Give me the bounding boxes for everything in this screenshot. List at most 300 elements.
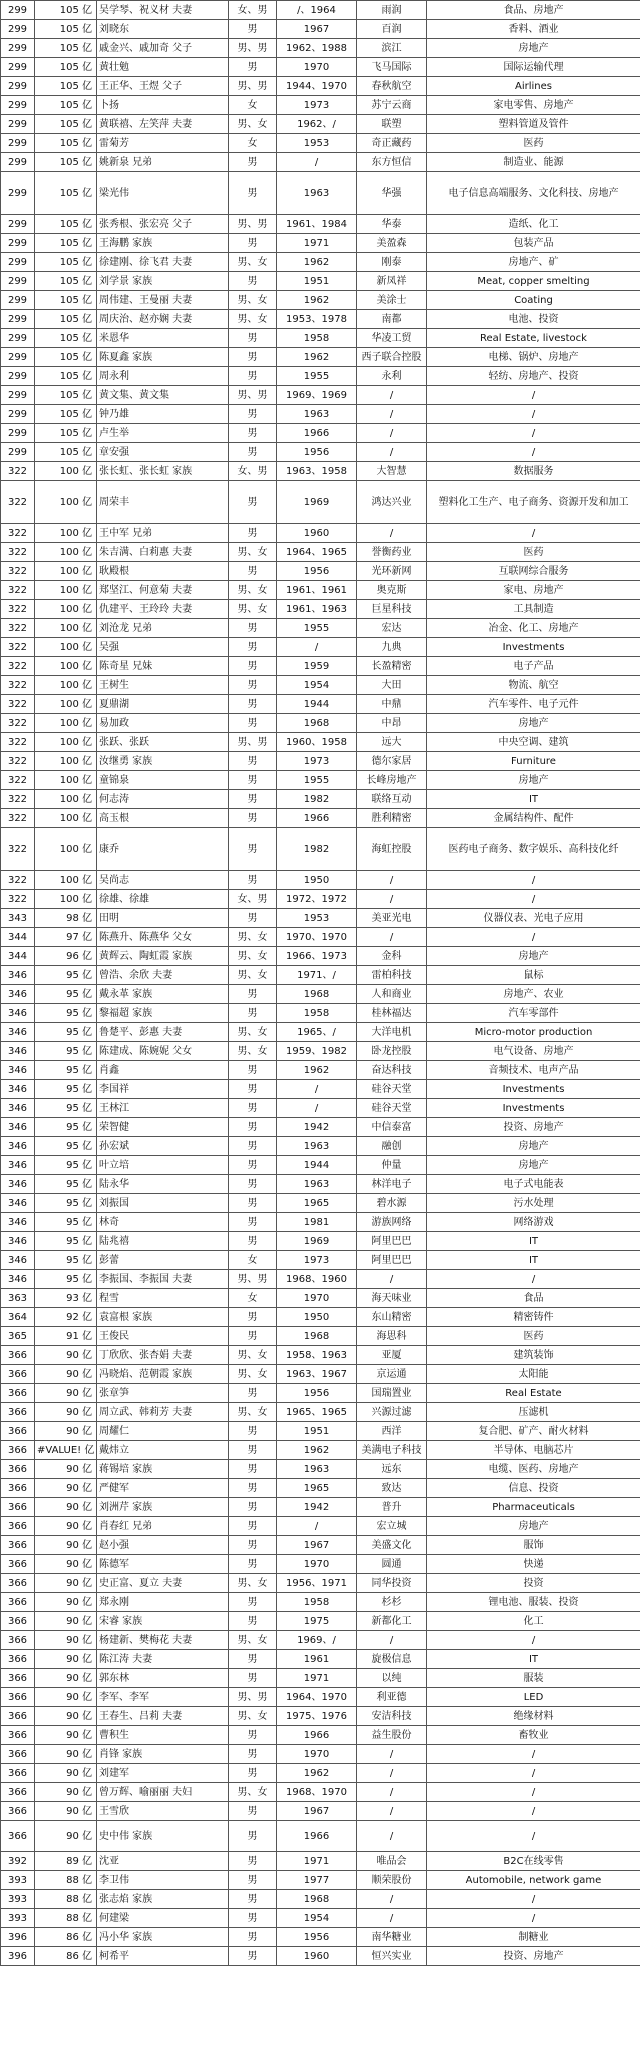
wealth-cell: 86 亿 (35, 1947, 97, 1966)
name-cell: 柯希平 (97, 1947, 229, 1966)
birth-year-cell: 1964、1965 (277, 543, 357, 562)
birth-year-cell: 1953 (277, 134, 357, 153)
company-cell: 德尔家居 (357, 752, 427, 771)
wealth-cell: 90 亿 (35, 1574, 97, 1593)
industry-cell: / (427, 890, 640, 909)
gender-cell: 男 (229, 1871, 277, 1890)
wealth-cell: 105 亿 (35, 424, 97, 443)
birth-year-cell: 1958、1963 (277, 1346, 357, 1365)
birth-year-cell: 1967 (277, 1536, 357, 1555)
name-cell: 周立武、韩莉芳 夫妻 (97, 1403, 229, 1422)
wealth-cell: 105 亿 (35, 443, 97, 462)
birth-year-cell: 1959、1982 (277, 1042, 357, 1061)
gender-cell: 男、男 (229, 77, 277, 96)
gender-cell: 男、女 (229, 1783, 277, 1802)
industry-cell: 塑料化工生产、电子商务、资源开发和加工 (427, 481, 640, 524)
table-row (1, 543, 640, 562)
rank-cell: 366 (1, 1669, 35, 1688)
wealth-cell: 95 亿 (35, 1118, 97, 1137)
name-cell: 曾浩、余欣 夫妻 (97, 966, 229, 985)
wealth-cell: 95 亿 (35, 1270, 97, 1289)
rank-cell: 393 (1, 1871, 35, 1890)
gender-cell: 男 (229, 1099, 277, 1118)
name-cell: 杨建新、樊梅花 夫妻 (97, 1631, 229, 1650)
rank-cell: 322 (1, 828, 35, 871)
company-cell: 巨星科技 (357, 600, 427, 619)
gender-cell: 女 (229, 1289, 277, 1308)
wealth-cell: 90 亿 (35, 1517, 97, 1536)
birth-year-cell: 1951 (277, 1422, 357, 1441)
industry-cell: / (427, 405, 640, 424)
table-row (1, 790, 640, 809)
company-cell: 硅谷天堂 (357, 1099, 427, 1118)
gender-cell: 男 (229, 790, 277, 809)
rank-cell: 396 (1, 1928, 35, 1947)
wealth-cell: 90 亿 (35, 1802, 97, 1821)
birth-year-cell: 1966 (277, 424, 357, 443)
gender-cell: 男 (229, 1004, 277, 1023)
rank-cell: 366 (1, 1745, 35, 1764)
table-row (1, 1023, 640, 1042)
rank-cell: 322 (1, 890, 35, 909)
company-cell: 联塑 (357, 115, 427, 134)
industry-cell: 制造业、能源 (427, 153, 640, 172)
gender-cell: 男 (229, 1745, 277, 1764)
birth-year-cell: / (277, 1517, 357, 1536)
table-row (1, 1099, 640, 1118)
industry-cell: 电子产品 (427, 657, 640, 676)
gender-cell: 男 (229, 1384, 277, 1403)
rank-cell: 322 (1, 462, 35, 481)
wealth-cell: 100 亿 (35, 524, 97, 543)
industry-cell: 家电、房地产 (427, 581, 640, 600)
rank-cell: 299 (1, 424, 35, 443)
wealth-cell: 105 亿 (35, 234, 97, 253)
table-row (1, 1688, 640, 1707)
birth-year-cell: 1965、/ (277, 1023, 357, 1042)
gender-cell: 男 (229, 752, 277, 771)
rank-cell: 393 (1, 1909, 35, 1928)
gender-cell: 男 (229, 1612, 277, 1631)
industry-cell: 房地产 (427, 39, 640, 58)
birth-year-cell: 1955 (277, 771, 357, 790)
birth-year-cell: 1944、1970 (277, 77, 357, 96)
company-cell: 苏宁云商 (357, 96, 427, 115)
company-cell: 华泰 (357, 215, 427, 234)
rank-cell: 322 (1, 809, 35, 828)
industry-cell: Real Estate, livestock (427, 329, 640, 348)
company-cell: 硅谷天堂 (357, 1080, 427, 1099)
company-cell: 西洋 (357, 1422, 427, 1441)
wealth-cell: 90 亿 (35, 1403, 97, 1422)
rank-cell: 322 (1, 562, 35, 581)
wealth-cell: 90 亿 (35, 1365, 97, 1384)
wealth-cell: 90 亿 (35, 1726, 97, 1745)
wealth-cell: 88 亿 (35, 1890, 97, 1909)
rank-cell: 366 (1, 1650, 35, 1669)
industry-cell: / (427, 1909, 640, 1928)
wealth-cell: 105 亿 (35, 367, 97, 386)
gender-cell: 男 (229, 1137, 277, 1156)
birth-year-cell: 1962 (277, 1441, 357, 1460)
birth-year-cell: 1963 (277, 405, 357, 424)
industry-cell: 金属结构件、配件 (427, 809, 640, 828)
rank-cell: 299 (1, 367, 35, 386)
company-cell: 长盈精密 (357, 657, 427, 676)
company-cell: 阿里巴巴 (357, 1251, 427, 1270)
company-cell: / (357, 1909, 427, 1928)
table-row (1, 1650, 640, 1669)
birth-year-cell: 1958 (277, 1004, 357, 1023)
wealth-cell: 105 亿 (35, 348, 97, 367)
gender-cell: 男 (229, 329, 277, 348)
gender-cell: 男 (229, 1213, 277, 1232)
rank-cell: 346 (1, 1137, 35, 1156)
table-row (1, 752, 640, 771)
company-cell: 滨江 (357, 39, 427, 58)
rank-cell: 366 (1, 1403, 35, 1422)
table-row (1, 581, 640, 600)
industry-cell: Micro-motor production (427, 1023, 640, 1042)
industry-cell: 仪器仪表、光电子应用 (427, 909, 640, 928)
name-cell: 康乔 (97, 828, 229, 871)
industry-cell: 家电零售、房地产 (427, 96, 640, 115)
industry-cell: / (427, 1890, 640, 1909)
table-row (1, 1422, 640, 1441)
industry-cell: / (427, 1764, 640, 1783)
rank-cell: 346 (1, 966, 35, 985)
birth-year-cell: 1968 (277, 714, 357, 733)
company-cell: 人和商业 (357, 985, 427, 1004)
table-row (1, 1080, 640, 1099)
table-row (1, 1175, 640, 1194)
table-row (1, 947, 640, 966)
company-cell: / (357, 524, 427, 543)
name-cell: 李振国、李振国 夫妻 (97, 1270, 229, 1289)
name-cell: 林奇 (97, 1213, 229, 1232)
gender-cell: 男 (229, 1327, 277, 1346)
rank-cell: 346 (1, 1213, 35, 1232)
gender-cell: 女 (229, 134, 277, 153)
birth-year-cell: 1956 (277, 1928, 357, 1947)
table-row (1, 1928, 640, 1947)
birth-year-cell: 1956、1971 (277, 1574, 357, 1593)
wealth-cell: 95 亿 (35, 1042, 97, 1061)
name-cell: 黄文集、黄文集 (97, 386, 229, 405)
name-cell: 冯小华 家族 (97, 1928, 229, 1947)
birth-year-cell: 1960、1958 (277, 733, 357, 752)
rank-cell: 366 (1, 1422, 35, 1441)
industry-cell: Pharmaceuticals (427, 1498, 640, 1517)
industry-cell: / (427, 443, 640, 462)
name-cell: 肖春红 兄弟 (97, 1517, 229, 1536)
wealth-cell: 90 亿 (35, 1669, 97, 1688)
name-cell: 戚金兴、戚加奇 父子 (97, 39, 229, 58)
company-cell: 大智慧 (357, 462, 427, 481)
table-row (1, 1574, 640, 1593)
industry-cell: / (427, 386, 640, 405)
company-cell: 宏立城 (357, 1517, 427, 1536)
rank-cell: 366 (1, 1555, 35, 1574)
birth-year-cell: 1965 (277, 1194, 357, 1213)
company-cell: 顺荣股份 (357, 1871, 427, 1890)
table-row (1, 1061, 640, 1080)
company-cell: 胜利精密 (357, 809, 427, 828)
wealth-cell: 95 亿 (35, 1023, 97, 1042)
table-row (1, 1631, 640, 1650)
company-cell: / (357, 1802, 427, 1821)
industry-cell: 房地产 (427, 714, 640, 733)
company-cell: / (357, 928, 427, 947)
company-cell: 西子联合控股 (357, 348, 427, 367)
table-row (1, 1947, 640, 1966)
company-cell: 飞马国际 (357, 58, 427, 77)
company-cell: 美亚光电 (357, 909, 427, 928)
company-cell: / (357, 1631, 427, 1650)
birth-year-cell: 1960 (277, 1947, 357, 1966)
gender-cell: 男 (229, 1422, 277, 1441)
name-cell: 何志涛 (97, 790, 229, 809)
rank-cell: 346 (1, 1061, 35, 1080)
name-cell: 陈夏鑫 家族 (97, 348, 229, 367)
birth-year-cell: 1964、1970 (277, 1688, 357, 1707)
birth-year-cell: 1953 (277, 909, 357, 928)
gender-cell: 男、女 (229, 1023, 277, 1042)
gender-cell: 男 (229, 828, 277, 871)
name-cell: 史中伟 家族 (97, 1821, 229, 1852)
industry-cell: 冶金、化工、房地产 (427, 619, 640, 638)
birth-year-cell: 1962、1988 (277, 39, 357, 58)
table-row (1, 58, 640, 77)
birth-year-cell: 1963、1967 (277, 1365, 357, 1384)
industry-cell: 制糖业 (427, 1928, 640, 1947)
birth-year-cell: 1973 (277, 1251, 357, 1270)
name-cell: 王海鹏 家族 (97, 234, 229, 253)
company-cell: 美盈森 (357, 234, 427, 253)
rank-cell: 299 (1, 386, 35, 405)
table-row (1, 310, 640, 329)
table-row (1, 771, 640, 790)
industry-cell: 服装 (427, 1669, 640, 1688)
wealth-cell: 90 亿 (35, 1707, 97, 1726)
gender-cell: 男、女 (229, 115, 277, 134)
rank-cell: 346 (1, 1270, 35, 1289)
industry-cell: Investments (427, 1099, 640, 1118)
name-cell: 宋睿 家族 (97, 1612, 229, 1631)
rank-cell: 366 (1, 1574, 35, 1593)
table-row (1, 1871, 640, 1890)
birth-year-cell: 1977 (277, 1871, 357, 1890)
industry-cell: 互联网综合服务 (427, 562, 640, 581)
company-cell: 远东 (357, 1460, 427, 1479)
gender-cell: 男 (229, 657, 277, 676)
gender-cell: 男 (229, 367, 277, 386)
name-cell: 刘沧龙 兄弟 (97, 619, 229, 638)
wealth-cell: 95 亿 (35, 1137, 97, 1156)
table-row (1, 1593, 640, 1612)
gender-cell: 男 (229, 524, 277, 543)
name-cell: 曾万辉、喻丽丽 夫妇 (97, 1783, 229, 1802)
table-row (1, 871, 640, 890)
birth-year-cell: 1956 (277, 1384, 357, 1403)
industry-cell: 电缆、医药、房地产 (427, 1460, 640, 1479)
table-row (1, 1821, 640, 1852)
name-cell: 郑坚江、何意菊 夫妻 (97, 581, 229, 600)
industry-cell: Coating (427, 291, 640, 310)
company-cell: / (357, 1783, 427, 1802)
table-row (1, 77, 640, 96)
gender-cell: 女、男 (229, 462, 277, 481)
wealth-cell: 100 亿 (35, 619, 97, 638)
gender-cell: 男 (229, 714, 277, 733)
birth-year-cell: / (277, 1080, 357, 1099)
gender-cell: 男 (229, 1118, 277, 1137)
company-cell: 中鼎 (357, 695, 427, 714)
birth-year-cell: 1944 (277, 1156, 357, 1175)
wealth-cell: 91 亿 (35, 1327, 97, 1346)
birth-year-cell: 1959 (277, 657, 357, 676)
industry-cell: 数据服务 (427, 462, 640, 481)
table-row (1, 134, 640, 153)
industry-cell: 复合肥、矿产、耐火材料 (427, 1422, 640, 1441)
wealth-cell: 100 亿 (35, 638, 97, 657)
gender-cell: 男 (229, 234, 277, 253)
rank-cell: 346 (1, 1118, 35, 1137)
rank-cell: 366 (1, 1764, 35, 1783)
birth-year-cell: 1975 (277, 1612, 357, 1631)
gender-cell: 男 (229, 1909, 277, 1928)
company-cell: 新凤祥 (357, 272, 427, 291)
table-row (1, 1745, 640, 1764)
wealth-cell: 95 亿 (35, 985, 97, 1004)
rank-cell: 299 (1, 20, 35, 39)
rank-cell: 364 (1, 1308, 35, 1327)
rank-cell: 363 (1, 1289, 35, 1308)
wealth-cell: 93 亿 (35, 1289, 97, 1308)
rank-cell: 346 (1, 985, 35, 1004)
wealth-cell: 90 亿 (35, 1783, 97, 1802)
wealth-cell: 95 亿 (35, 1080, 97, 1099)
company-cell: 杉杉 (357, 1593, 427, 1612)
gender-cell: 男 (229, 481, 277, 524)
rank-cell: 322 (1, 638, 35, 657)
name-cell: 周庆治、赵亦娴 夫妻 (97, 310, 229, 329)
company-cell: 中昂 (357, 714, 427, 733)
birth-year-cell: 1960 (277, 524, 357, 543)
gender-cell: 男 (229, 1890, 277, 1909)
table-row (1, 367, 640, 386)
name-cell: 王正华、王煜 父子 (97, 77, 229, 96)
gender-cell: 男、女 (229, 291, 277, 310)
industry-cell: Automobile, network game (427, 1871, 640, 1890)
birth-year-cell: 1966 (277, 809, 357, 828)
wealth-cell: 105 亿 (35, 329, 97, 348)
name-cell: 周荣丰 (97, 481, 229, 524)
name-cell: 黄壮勉 (97, 58, 229, 77)
birth-year-cell: 1971 (277, 1669, 357, 1688)
company-cell: / (357, 443, 427, 462)
wealth-cell: 105 亿 (35, 272, 97, 291)
table-row (1, 153, 640, 172)
wealth-cell: 105 亿 (35, 291, 97, 310)
wealth-cell: 89 亿 (35, 1852, 97, 1871)
table-row (1, 96, 640, 115)
company-cell: 誉衡药业 (357, 543, 427, 562)
name-cell: 李卫伟 (97, 1871, 229, 1890)
name-cell: 刘振国 (97, 1194, 229, 1213)
wealth-cell: 90 亿 (35, 1612, 97, 1631)
birth-year-cell: 1982 (277, 828, 357, 871)
company-cell: / (357, 1890, 427, 1909)
rank-cell: 299 (1, 215, 35, 234)
name-cell: 张秀根、张宏亮 父子 (97, 215, 229, 234)
birth-year-cell: 1961 (277, 1650, 357, 1669)
table-row (1, 676, 640, 695)
birth-year-cell: 1969 (277, 481, 357, 524)
rank-cell: 299 (1, 443, 35, 462)
birth-year-cell: 1970、1970 (277, 928, 357, 947)
rank-cell: 322 (1, 524, 35, 543)
gender-cell: 男 (229, 909, 277, 928)
company-cell: 唯品会 (357, 1852, 427, 1871)
gender-cell: 男 (229, 1536, 277, 1555)
industry-cell: / (427, 1745, 640, 1764)
company-cell: 光环新网 (357, 562, 427, 581)
gender-cell: 男、女 (229, 1403, 277, 1422)
table-row (1, 1517, 640, 1536)
industry-cell: 中央空调、建筑 (427, 733, 640, 752)
rank-cell: 366 (1, 1384, 35, 1403)
industry-cell: 房地产、矿 (427, 253, 640, 272)
name-cell: 叶立培 (97, 1156, 229, 1175)
wealth-cell: 88 亿 (35, 1909, 97, 1928)
company-cell: 兴源过滤 (357, 1403, 427, 1422)
gender-cell: 女 (229, 96, 277, 115)
table-row (1, 828, 640, 871)
name-cell: 徐雄、徐雄 (97, 890, 229, 909)
gender-cell: 女 (229, 1251, 277, 1270)
birth-year-cell: 1970 (277, 1289, 357, 1308)
name-cell: 陈江涛 夫妻 (97, 1650, 229, 1669)
name-cell: 米恩华 (97, 329, 229, 348)
company-cell: 海虹控股 (357, 828, 427, 871)
name-cell: 王俊民 (97, 1327, 229, 1346)
rank-cell: 299 (1, 77, 35, 96)
table-row (1, 638, 640, 657)
company-cell: 新都化工 (357, 1612, 427, 1631)
company-cell: 融创 (357, 1137, 427, 1156)
birth-year-cell: 1972、1972 (277, 890, 357, 909)
industry-cell: 房地产 (427, 1517, 640, 1536)
table-row (1, 1004, 640, 1023)
company-cell: 远大 (357, 733, 427, 752)
gender-cell: 男、男 (229, 1270, 277, 1289)
name-cell: 王树生 (97, 676, 229, 695)
birth-year-cell: 1963 (277, 1137, 357, 1156)
company-cell: 南华糖业 (357, 1928, 427, 1947)
wealth-cell: 90 亿 (35, 1764, 97, 1783)
industry-cell: Real Estate (427, 1384, 640, 1403)
rank-cell: 366 (1, 1688, 35, 1707)
name-cell: 曹积生 (97, 1726, 229, 1745)
name-cell: 黎福超 家族 (97, 1004, 229, 1023)
industry-cell: 塑料管道及管件 (427, 115, 640, 134)
birth-year-cell: 1965 (277, 1479, 357, 1498)
table-row (1, 1890, 640, 1909)
birth-year-cell: 1973 (277, 752, 357, 771)
name-cell: 王林江 (97, 1099, 229, 1118)
company-cell: / (357, 386, 427, 405)
